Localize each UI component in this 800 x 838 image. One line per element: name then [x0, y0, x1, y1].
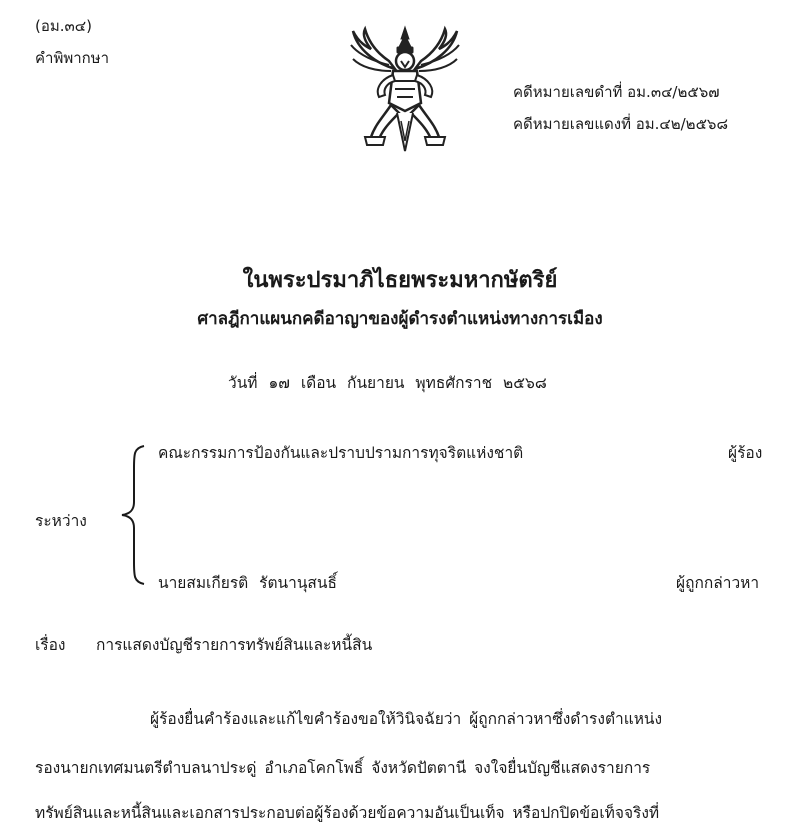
judgment-date: วันที่ ๑๗ เดือน กันยายน พุทธศักราช ๒๕๖๘ — [228, 374, 547, 392]
subject-label: เรื่อง — [35, 636, 66, 654]
left-brace — [118, 440, 158, 590]
garuda-emblem-icon — [345, 25, 465, 155]
court-name: ศาลฎีกาแผนกคดีอาญาของผู้ดำรงตำแหน่งทางการเมือง — [197, 309, 603, 329]
defendant-name: นายสมเกียรติ รัตนานุสนธิ์ — [158, 574, 337, 592]
between-label: ระหว่าง — [35, 512, 87, 530]
petitioner-name: คณะกรรมการป้องกันและปราบปรามการทุจริตแห่งชาติ — [158, 444, 524, 462]
petitioner-role: ผู้ร้อง — [728, 444, 763, 462]
black-case-number: คดีหมายเลขดำที่ อม.๓๔/๒๕๖๗ — [513, 83, 720, 101]
subject-text: การแสดงบัญชีรายการทรัพย์สินและหนี้สิน — [96, 636, 373, 654]
royal-heading: ในพระปรมาภิไธยพระมหากษัตริย์ — [242, 268, 558, 293]
defendant-role: ผู้ถูกกล่าวหา — [676, 574, 760, 592]
document-type: คำพิพากษา — [35, 49, 110, 67]
body-text-line: ทรัพย์สินและหนี้สินและเอกสารประกอบต่อผู้ร้องด้วยข้อความอันเป็นเท็จ หรือปกปิดข้อเท็จจริงที่ — [35, 804, 660, 822]
form-code: (อม.๓๔) — [35, 17, 92, 35]
body-text-line: ผู้ร้องยื่นคำร้องและแก้ไขคำร้องขอให้วินิจฉัยว่า ผู้ถูกกล่าวหาซึ่งดำรงตำแหน่ง — [150, 710, 663, 728]
body-text-line: รองนายกเทศมนตรีตำบลนาประดู่ อำเภอโคกโพธิ์ จังหวัดปัตตานี จงใจยื่นบัญชีแสดงรายการ — [35, 759, 651, 777]
red-case-number: คดีหมายเลขแดงที่ อม.๔๒/๒๕๖๘ — [513, 115, 729, 133]
